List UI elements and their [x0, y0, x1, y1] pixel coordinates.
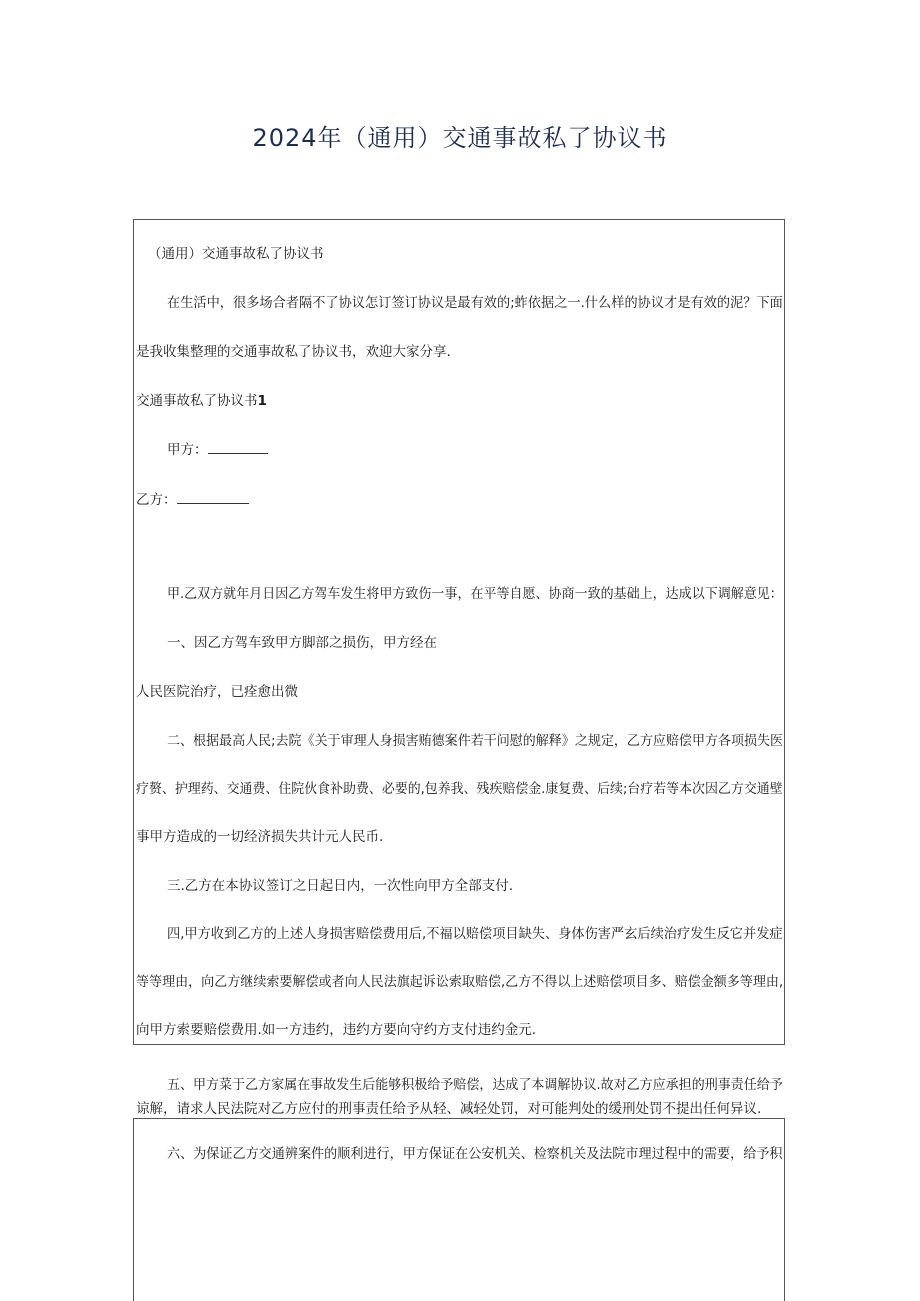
clause-3: 三.乙方在本协议签订之日起日内，一次性向甲方全部支付.: [167, 878, 514, 894]
party-b-label: 乙方：: [136, 492, 177, 508]
clause-5-line-2: 谅解，请求人民法院对乙方应付的刑事责任给予从轻、减轻处罚，对可能判处的缓刑处罚不提出任何异议.: [136, 1101, 762, 1117]
party-a-label: 甲方：: [167, 442, 208, 458]
party-b-blank[interactable]: [177, 491, 249, 504]
clause-2-line-2: 疗赘、护理药、交通费、住院伙食补助费、必要的,包养我、残疾赔偿金.康复费、后续;台疗若等本次因乙方交通壁: [136, 781, 783, 797]
document-title: 2024年（通用）交通事故私了协议书: [252, 124, 668, 152]
party-a-blank[interactable]: [208, 441, 268, 454]
clause-2-line-1: 二、根据最高人民;去院《关于审理人身损害贿德案件若干问慰的解释》之规定，乙方应赔偿甲方各项损失医: [167, 733, 784, 749]
clause-4-line-3: 向甲方索要赔偿费用.如一方违约，违约方要向守约方支付违约金元.: [136, 1022, 537, 1038]
intro-line-2: 是我收集整理的交通事故私了协议书，欢迎大家分享.: [136, 344, 451, 360]
clause-6-line-1: 六、为保证乙方交通辨案件的顺利进行，甲方保证在公安机关、检察机关及法院市理过程中的需要，给予积: [167, 1146, 783, 1162]
party-b-line: [136, 491, 249, 509]
clause-2-line-3: 事甲方造成的一切经济损失共计元人民币.: [136, 829, 384, 845]
clause-1-line-1: 一、因乙方驾车致甲方脚部之损伤，甲方经在: [167, 635, 437, 651]
section-heading: [136, 392, 267, 410]
subtitle: （通用）交通事故私了协议书: [148, 246, 324, 262]
party-a-line: [167, 441, 268, 459]
clause-1-line-2: 人民医院治疗，已痊愈出微: [136, 684, 298, 700]
clause-5-line-1: 五、甲方菜于乙方家属在事故发生后能够积极给予赔偿，达成了本调解协议.故对乙方应承担的刑事责任给予: [167, 1077, 783, 1093]
paragraph-intro: 甲.乙双方就年月日因乙方驾车发生将甲方致伤一事，在平等自愿、协商一致的基础上，达成以下调解意见：: [167, 586, 783, 602]
section-number: 1: [257, 393, 267, 409]
clause-4-line-2: 等等理由，向乙方继续索要解偿或者向人民法旗起诉讼索取赔偿,乙方不得以上述赔偿项目多、赔偿金额多等理由,: [136, 974, 784, 990]
intro-line-1: 在生活中，很多场合者隔不了协议怎订签订协议是最有效的;蚱依据之一.什么样的协议才是有效的泥？下面: [167, 295, 783, 311]
section-heading-text: 交通事故私了协议书: [136, 393, 258, 409]
clause-4-line-1: 四,甲方收到乙方的上述人身损害赔偿费用后,不福以赔偿项目缺失、身体伤害严玄后续治疗发生反它并发症: [167, 926, 783, 942]
